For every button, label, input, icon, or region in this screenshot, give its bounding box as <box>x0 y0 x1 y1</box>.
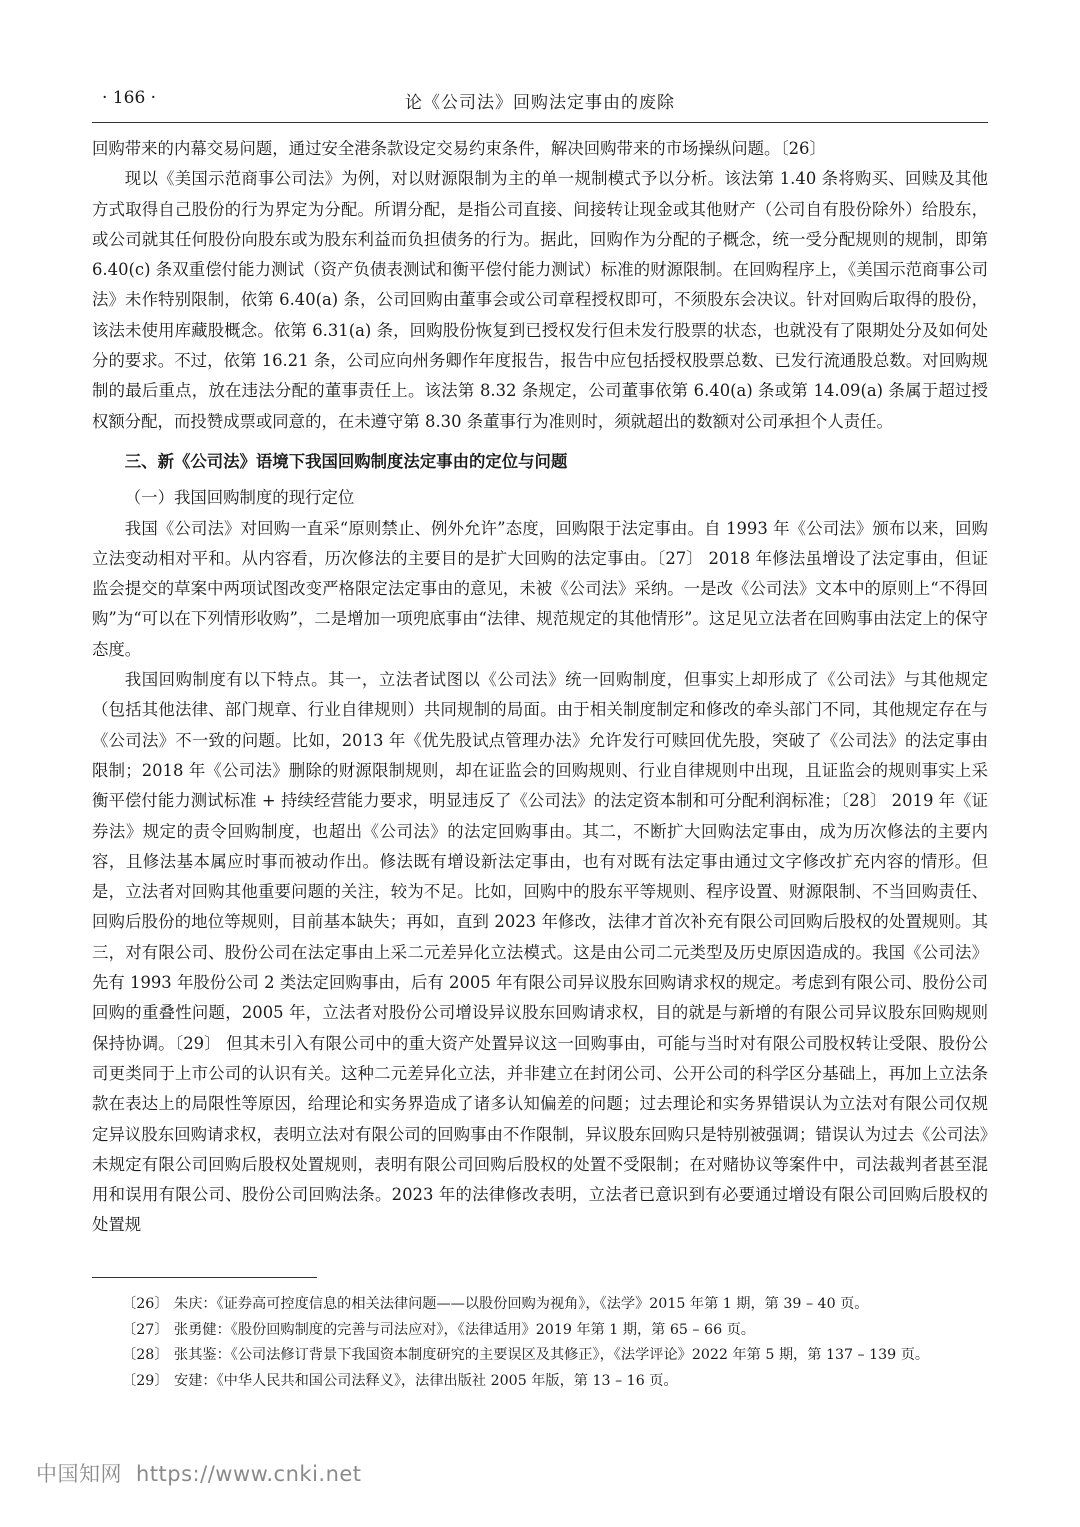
running-title: 论《公司法》回购法定事由的废除 <box>405 93 675 113</box>
watermark-brand: 中国知网 <box>36 1462 122 1486</box>
footnote-item <box>122 1292 988 1318</box>
footnote-text: 朱庆：《证券高可控度信息的相关法律问题——以股份回购为视角》，《法学》2015 年第 1 期，第 39 – 40 页。 <box>174 1296 869 1312</box>
cnki-watermark <box>36 1458 362 1488</box>
section-heading: 三、新《公司法》语境下我国回购制度法定事由的定位与问题 <box>124 451 568 471</box>
watermark-url: https://www.cnki.net <box>136 1462 362 1486</box>
footnote-number: 〔26〕 <box>122 1296 169 1312</box>
footnote-text: 张其鉴：《公司法修订背景下我国资本制度研究的主要误区及其修正》，《法学评论》2022 年第 5 期，第 137 – 139 页。 <box>174 1347 930 1363</box>
paragraph: 我国《公司法》对回购一直采“原则禁止、例外允许”态度，回购限于法定事由。自 1993 年《公司法》颁布以来，回购立法变动相对平和。从内容看，历次修法的主要目的是扩大回购的法定事由。〔27〕 2018 年修法虽增设了法定事由，但证监会提交的草案中两项试图改变严格限定法定事由的意见，未被《公司法》采纳。一是改《公司法》文本中的原则上“不得回购”为“可以在下列情形收购”，二是增加一项兜底事由“法律、规范规定的其他情形”。这足见立法者在回购事由法定上的保守态度。 <box>92 518 988 659</box>
subsection-heading: （一）我国回购制度的现行定位 <box>124 488 355 508</box>
paragraph: 现以《美国示范商事公司法》为例，对以财源限制为主的单一规制模式予以分析。该法第 1.40 条将购买、回赎及其他方式取得自己股份的行为界定为分配。所谓分配，是指公司直接、间接转让现金或其他财产（公司自有股份除外）给股东，或公司就其任何股份向股东或为股东利益而负担债务的行为。据此，回购作为分配的子概念，统一受分配规则的规制，即第 6.40(c) 条双重偿付能力测试（资产负债表测试和衡平偿付能力测试）标准的财源限制。在回购程序上，《美国示范商事公司法》未作特别限制，依第 6.40(a) 条，公司回购由董事会或公司章程授权即可，不须股东会决议。针对回购后取得的股份，该法未使用库藏股概念。依第 6.31(a) 条，回购股份恢复到已授权发行但未发行股票的状态，也就没有了限期处分及如何处分的要求。不过，依第 16.21 条，公司应向州务卿作年度报告，报告中应包括授权股票总数、已发行流通股总数。对回购规制的最后重点，放在违法分配的董事责任上。该法第 8.32 条规定，公司董事依第 6.40(a) 条或第 14.09(a) 条属于超过授权额分配，而投赞成票或同意的，在未遵守第 8.30 条董事行为准则时，须就超出的数额对公司承担个人责任。 <box>92 169 988 431</box>
paragraph: 回购带来的内幕交易问题，通过安全港条款设定交易约束条件，解决回购带来的市场操纵问题。〔26〕 <box>92 139 826 158</box>
footnote-number: 〔29〕 <box>122 1372 169 1389</box>
footnote-number: 〔28〕 <box>122 1347 169 1363</box>
footnote-item <box>122 1318 988 1344</box>
footnote-number: 〔27〕 <box>122 1321 169 1338</box>
paragraph: 我国回购制度有以下特点。其一，立法者试图以《公司法》统一回购制度，但事实上却形成了《公司法》与其他规定（包括其他法律、部门规章、行业自律规则）共同规制的局面。由于相关制度制定和修改的牵头部门不同，其他规定存在与《公司法》不一致的问题。比如，2013 年《优先股试点管理办法》允许发行可赎回优先股，突破了《公司法》的法定事由限制；2018 年《公司法》删除的财源限制规则，却在证监会的回购规则、行业自律规则中出现，且证监会的规则事实上采衡平偿付能力测试标准 + 持续经营能力要求，明显违反了《公司法》的法定资本制和可分配利润标准；〔28〕 2019 年《证券法》规定的责令回购制度，也超出《公司法》的法定回购事由。其二，不断扩大回购法定事由，成为历次修法的主要内容，且修法基本属应时事而被动作出。修法既有增设新法定事由，也有对既有法定事由通过文字修改扩充内容的情形。但是，立法者对回购其他重要问题的关注，较为不足。比如，回购中的股东平等规则、程序设置、财源限制、不当回购责任、回购后股份的地位等规则，目前基本缺失；再如，直到 2023 年修改，法律才首次补充有限公司回购后股权的处置规则。其三，对有限公司、股份公司在法定事由上采二元差异化立法模式。这是由公司二元类型及历史原因造成的。我国《公司法》先有 1993 年股份公司 2 类法定回购事由，后有 2005 年有限公司异议股东回购请求权的规定。考虑到有限公司、股份公司回购的重叠性问题，2005 年，立法者对股份公司增设异议股东回购请求权，目的就是与新增的有限公司异议股东回购规则保持协调。〔29〕 但其未引入有限公司中的重大资产处置异议这一回购事由，可能与当时对有限公司股权转让受限、股份公司更类同于上市公司的认识有关。这种二元差异化立法，并非建立在封闭公司、公开公司的科学区分基础上，再加上立法条款在表达上的局限性等原因，给理论和实务界造成了诸多认知偏差的问题；过去理论和实务界错误认为立法对有限公司仅规定异议股东回购请求权，表明立法对有限公司的回购事由不作限制，异议股东回购只是特别被强调；错误认为过去《公司法》未规定有限公司回购后股权处置规则，表明有限公司回购后股权的处置不受限制；在对赌协议等案件中，司法裁判者甚至混用和误用有限公司、股份公司回购法条。2023 年的法律修改表明，立法者已意识到有必要通过增设有限公司回购后股权的处置规 <box>92 670 988 1235</box>
footnote-divider <box>92 1277 317 1278</box>
footnote-item <box>122 1369 988 1395</box>
footnote-text: 安建：《中华人民共和国公司法释义》，法律出版社 2005 年版，第 13 – 16 页。 <box>174 1372 678 1389</box>
article-body <box>92 134 988 1241</box>
page-header <box>92 82 988 123</box>
footnote-item <box>122 1343 988 1369</box>
page-number: · 166 · <box>102 88 157 108</box>
footnote-text: 张勇健：《股份回购制度的完善与司法应对》，《法律适用》2019 年第 1 期，第 65 – 66 页。 <box>174 1321 755 1338</box>
footnotes <box>122 1292 988 1394</box>
